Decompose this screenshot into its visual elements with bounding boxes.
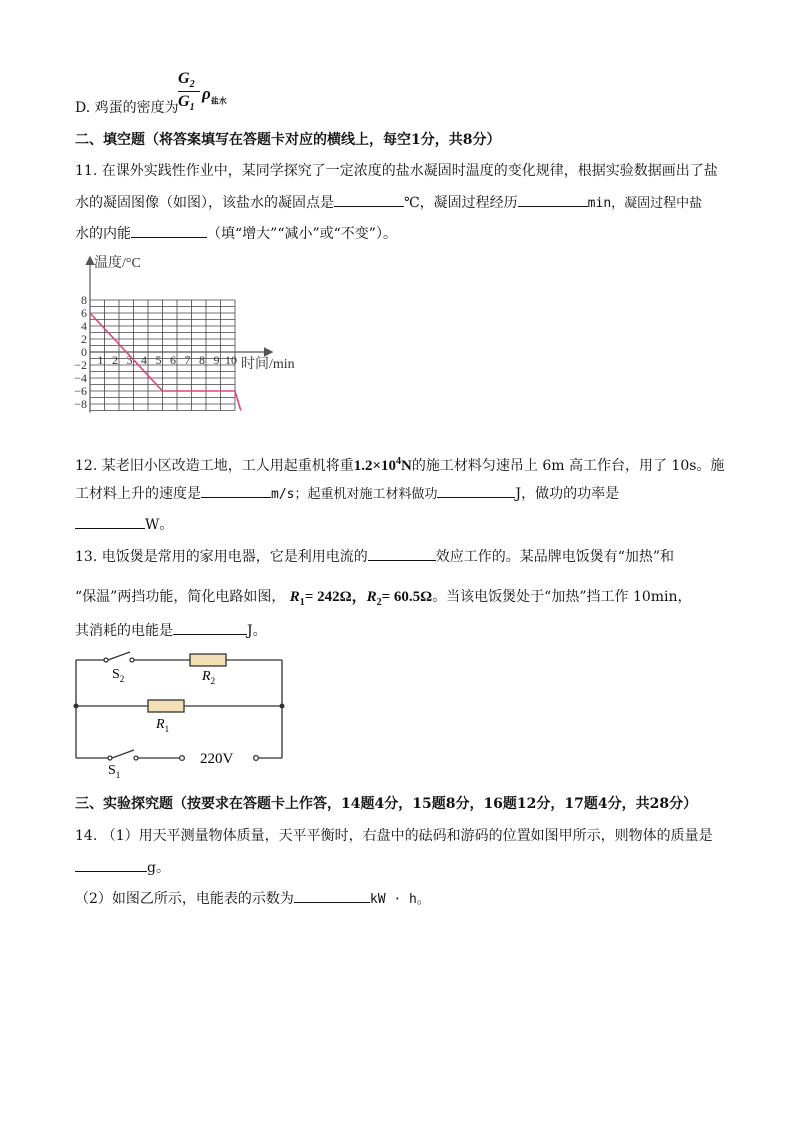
- resistor-r1: [148, 700, 184, 712]
- x-tick-label: 1: [97, 353, 104, 367]
- label-r2: $R_2$: [202, 669, 216, 686]
- option-d-label: D. 鸡蛋的密度为: [75, 100, 179, 116]
- q11-blank-internal-energy[interactable]: [131, 223, 207, 238]
- y-tick-label: 2: [81, 332, 87, 346]
- q13-blank-effect[interactable]: [368, 546, 436, 561]
- q11-blank-freezing-point[interactable]: [334, 192, 404, 207]
- x-tick-label: 7: [184, 353, 191, 367]
- q14-line2: g。: [75, 857, 170, 878]
- terminal-left: [180, 756, 185, 761]
- force-value: $1.2\times 10^4N$: [353, 456, 412, 474]
- fraction-denominator: $G_1$: [178, 93, 195, 114]
- y-tick-label: −6: [74, 384, 87, 398]
- q14-line1: 14. （1）用天平测量物体质量，天平平衡时，右盘中的砝码和游码的位置如图甲所示，则物体的质量是: [75, 828, 713, 844]
- y-tick-label: −2: [74, 358, 87, 372]
- q12-blank-speed[interactable]: [201, 483, 271, 498]
- y-tick-label: −8: [74, 397, 87, 411]
- s2-terminal: [104, 658, 108, 662]
- q11-line3: 水的内能 （填“增大”“减小”或“不变”）。: [75, 223, 397, 244]
- x-tick-label: 8: [199, 353, 205, 367]
- junction-left: [74, 704, 79, 709]
- y-tick-label: 4: [81, 319, 87, 333]
- density-fraction: [178, 70, 200, 113]
- junction-right: [280, 704, 285, 709]
- x-tick-label: 4: [141, 353, 147, 367]
- rho-symbol: $\rho_{盐水}$: [202, 84, 227, 106]
- label-s1: $S_1$: [108, 763, 121, 780]
- x-tick-label: 5: [155, 353, 162, 367]
- q13-line3: 其消耗的电能是 J。: [75, 620, 267, 641]
- x-tick-label: 9: [213, 353, 220, 367]
- section-3-heading: 三、实验探究题（按要求在答题卡上作答，14题4分，15题8分，16题12分，17题4分，共28分）: [75, 796, 698, 812]
- y-tick-label: 6: [81, 306, 87, 320]
- switch-s1: [112, 750, 134, 758]
- chart-x-label: 时间/min: [241, 357, 295, 372]
- resistor-values: $R_1= 242\Omega$，$R_2= 60.5\Omega$: [289, 589, 433, 608]
- chart-axes: [90, 258, 271, 413]
- terminal-right: [254, 756, 259, 761]
- q12-line1: 12. 某老旧小区改造工地，工人用起重机将重$1.2\times 10^4N$的施工材料匀速吊上 6m 高工作台，用了 10s。施: [75, 456, 725, 474]
- q13-line2: “保温”两挡功能，简化电路如图， $R_1= 242\Omega$，$R_2= 60.5\Omega$。当该电饭煲处于“加热”挡工作 10min，: [75, 589, 692, 608]
- q11-blank-duration[interactable]: [518, 192, 588, 207]
- q11-line1: 11. 在课外实践性作业中，某同学探究了一定浓度的盐水凝固时温度的变化规律，根据实验数据画出了盐: [75, 163, 718, 179]
- label-s2: $S_2$: [112, 667, 125, 684]
- label-voltage: 220V: [200, 751, 234, 767]
- fraction-numerator: $G_2$: [178, 70, 195, 91]
- x-tick-label: 2: [112, 353, 118, 367]
- x-tick-label: 3: [126, 353, 133, 367]
- label-r1: $R_1$: [156, 717, 170, 734]
- chart-y-label: 温度/°C: [94, 256, 141, 271]
- y-tick-label: 0: [81, 345, 87, 359]
- q13-blank-energy[interactable]: [173, 620, 247, 635]
- q14-blank-mass[interactable]: [75, 857, 147, 872]
- resistor-r2: [190, 654, 226, 666]
- q12-line2: 工材料上升的速度是 m/s；起重机对施工材料做功 J，做功的功率是: [75, 483, 619, 505]
- x-tick-label: 6: [170, 353, 176, 367]
- q13-line1: 13. 电饭煲是常用的家用电器，它是利用电流的 效应工作的。某品牌电饭煲有“加热”和: [75, 546, 674, 567]
- circuit-diagram: [68, 648, 294, 780]
- q12-blank-work[interactable]: [437, 483, 515, 498]
- section-2-heading: 二、填空题（将答案填写在答题卡对应的横线上，每空1分，共8分）: [75, 132, 501, 148]
- x-tick-label: 10: [225, 353, 237, 367]
- freezing-chart: [70, 250, 320, 432]
- q14-line3: （2）如图乙所示，电能表的示数为 kW · h。: [75, 888, 430, 910]
- fraction-bar: [178, 91, 200, 92]
- switch-s2: [108, 652, 130, 660]
- q12-line3: W。: [75, 514, 173, 535]
- q11-line2: 水的凝固图像（如图），该盐水的凝固点是 ℃，凝固过程经历 min，凝固过程中盐: [75, 192, 702, 214]
- q12-blank-power[interactable]: [75, 514, 145, 529]
- y-tick-label: 8: [81, 293, 87, 307]
- y-tick-label: −4: [74, 371, 87, 385]
- q14-blank-meter[interactable]: [294, 888, 370, 903]
